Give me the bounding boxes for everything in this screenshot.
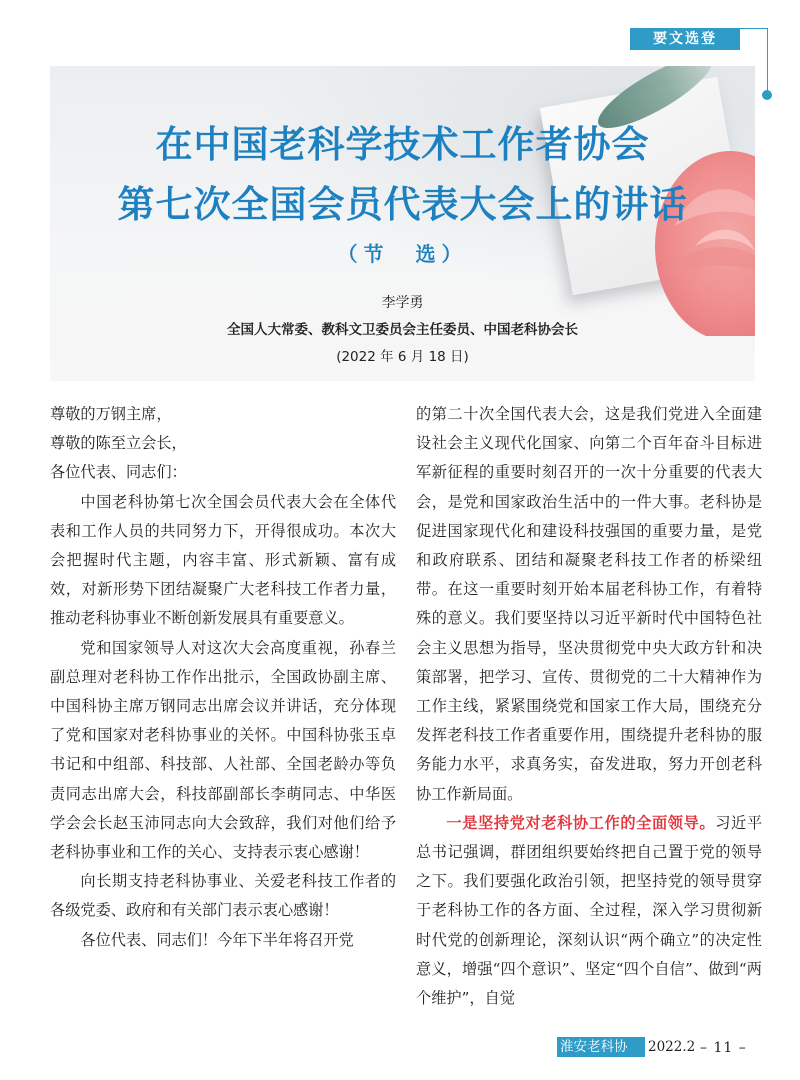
- section-tab-line: [740, 28, 768, 29]
- body-paragraph: 各位代表、同志们！今年下半年将召开党: [80, 930, 354, 949]
- greeting-line: 尊敬的万钢主席，: [50, 405, 172, 423]
- body-paragraph: 向长期支持老科协事业、关爱老科技工作者的各级党委、政府和有关部门表示衷心感谢！: [50, 872, 396, 920]
- body-text: 习近平总书记强调，群团组织要始终把自己置于党的领导之下。我们要强化政治引领，把坚持党的领导贯穿于老科协工作的各方面、全过程，深入学习贯彻新时代党的创新理论，深刻认识“两个确立”的决定性意义，增强“四个意识”、坚定“四个自信”、做到“两个维护”，自觉: [416, 813, 763, 1008]
- author-position: 全国人大常委、教科文卫委员会主任委员、中国老科协会长: [227, 322, 578, 338]
- body-column-right: [416, 400, 762, 1013]
- header-banner: [50, 66, 755, 381]
- section-label: 要文选登: [630, 28, 740, 50]
- greeting-line: 各位代表、同志们：: [50, 463, 187, 482]
- body-paragraph: 党和国家领导人对这次大会高度重视，孙春兰副总理对老科协工作作出批示，全国政协副主席、中国科协主席万钢同志出席会议并讲话，充分体现了党和国家对老科协事业的关怀。中国科协张玉卓书记和中组部、科技部、人社部、全国老龄办等负责同志出席大会，科技部副部长李萌同志、中华医学会会长赵玉沛同志向大会致辞，我们对他们给予老科协事业和工作的关心、支持表示衷心感谢！: [50, 638, 396, 862]
- body-paragraph: 中国老科协第七次全国会员代表大会在全体代表和工作人员的共同努力下，开得很成功。本次大会把握时代主题，内容丰富、形式新颖、富有成效，对新形势下团结凝聚广大老科技工作者力量，推动老科协事业不断创新发展具有重要意义。: [50, 492, 396, 628]
- highlighted-heading: 一是坚持党对老科协工作的全面领导。: [446, 813, 716, 832]
- article-subtitle: （节 选）: [337, 242, 468, 266]
- body-paragraph: [416, 809, 762, 1013]
- issue-number: 2022.2: [645, 1037, 698, 1057]
- section-tab-dot: [762, 90, 772, 100]
- article-title-line-2: 第七次全国会员代表大会上的讲话: [117, 183, 688, 226]
- greeting-line: 尊敬的陈至立会长，: [50, 434, 187, 453]
- body-paragraph: 的第二十次全国代表大会，这是我们党进入全面建设社会主义现代化国家、向第二个百年奋斗目标进军新征程的重要时刻召开的一次十分重要的代表大会，是党和国家政治生活中的一件大事。老科协是促进国家现代化和建设科技强国的重要力量，是党和政府联系、团结和凝聚老科技工作者的桥梁纽带。在这一重要时刻开始本届老科协工作，有着特殊的意义。我们要坚持以习近平新时代中国特色社会主义思想为指导，坚决贯彻党中央大政方针和决策部署，把学习、宣传、贯彻党的二十大精神作为工作主线，紧紧围绕党和国家工作大局，围绕充分发挥老科技工作者重要作用，围绕提升老科协的服务能力水平，求真务实，奋发进取，努力开创老科协工作新局面。: [416, 405, 762, 803]
- section-tab-connector: [767, 28, 768, 94]
- author-name: 李学勇: [381, 295, 424, 311]
- page-number: – 11 –: [700, 1040, 747, 1056]
- speech-date: (2022 年 6 月 18 日): [336, 349, 469, 365]
- article-title-line-1: 在中国老科学技术工作者协会: [155, 123, 650, 166]
- publication-name: 淮安老科协: [560, 1039, 628, 1055]
- body-column-left: [50, 400, 396, 955]
